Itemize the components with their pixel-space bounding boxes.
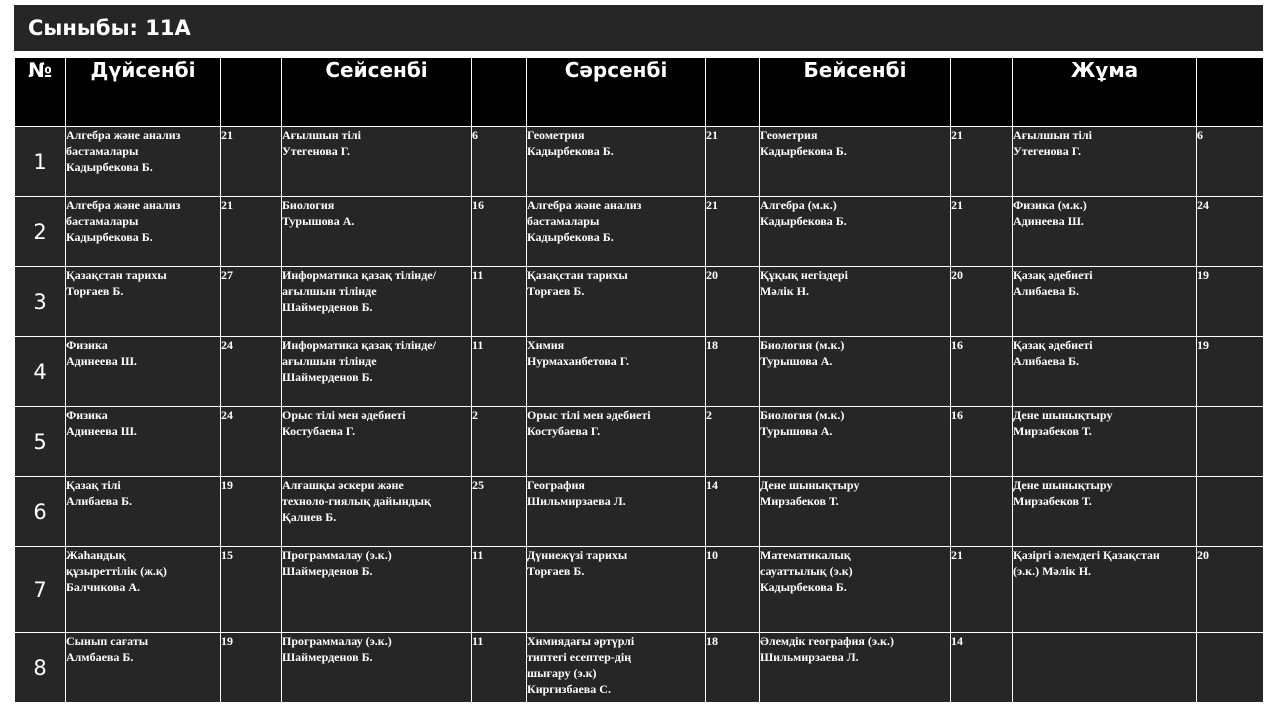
lesson-cell-thursday xyxy=(760,477,951,547)
lesson-cell-wednesday xyxy=(527,197,706,267)
lesson-cell-monday xyxy=(66,547,221,633)
room-number: 19 xyxy=(1197,338,1209,352)
lesson-subject-teacher: Физика Адинеева Ш. xyxy=(66,338,137,368)
room-cell-friday xyxy=(1197,633,1264,703)
lesson-cell-wednesday xyxy=(527,337,706,407)
room-cell-wednesday xyxy=(706,547,760,633)
lesson-cell-thursday xyxy=(760,337,951,407)
schedule-table xyxy=(14,57,1264,703)
lesson-cell-friday xyxy=(1013,267,1197,337)
lesson-number: 5 xyxy=(15,407,66,477)
room-number: 20 xyxy=(706,268,718,282)
room-number: 20 xyxy=(951,268,963,282)
lesson-subject-teacher: Қазақстан тарихы Торғаев Б. xyxy=(66,268,167,298)
table-row xyxy=(15,407,1264,477)
lesson-subject-teacher: Информатика қазақ тілінде/ ағылшын тілінде Шаймерденов Б. xyxy=(282,338,436,384)
header-row xyxy=(15,58,1264,127)
lesson-cell-friday xyxy=(1013,477,1197,547)
room-number: 21 xyxy=(706,128,718,142)
lesson-subject-teacher: Дене шынықтыру Мирзабеков Т. xyxy=(1013,478,1113,508)
lesson-subject-teacher: Математикалық сауаттылық (э.к) Кадырбекова Б. xyxy=(760,548,853,594)
lesson-subject-teacher: Дүниежүзі тарихы Торғаев Б. xyxy=(527,548,628,578)
column-header-friday-room xyxy=(1197,58,1264,127)
room-number: 11 xyxy=(472,338,484,352)
lesson-subject-teacher: Ағылшын тілі Утегенова Г. xyxy=(282,128,361,158)
room-number: 24 xyxy=(221,338,233,352)
room-number: 21 xyxy=(221,198,233,212)
room-number: 14 xyxy=(706,478,718,492)
lesson-subject-teacher: Орыс тілі мен әдебиеті Костубаева Г. xyxy=(527,408,651,438)
room-number: 24 xyxy=(221,408,233,422)
column-header-friday: Жұма xyxy=(1013,58,1197,127)
room-number: 16 xyxy=(951,338,963,352)
lesson-subject-teacher: Физика Адинеева Ш. xyxy=(66,408,137,438)
room-cell-tuesday xyxy=(472,127,527,197)
room-number: 6 xyxy=(472,128,478,142)
lesson-number: 2 xyxy=(15,197,66,267)
room-number: 11 xyxy=(472,634,484,648)
lesson-cell-tuesday xyxy=(282,197,472,267)
column-header-monday: Дүйсенбі xyxy=(66,58,221,127)
room-number: 15 xyxy=(221,548,233,562)
lesson-cell-friday xyxy=(1013,633,1197,703)
lesson-subject-teacher: Биология (м.к.) Турышова А. xyxy=(760,408,845,438)
lesson-subject-teacher: Геометрия Кадырбекова Б. xyxy=(527,128,614,158)
lesson-cell-tuesday xyxy=(282,267,472,337)
lesson-subject-teacher: Алгебра және анализ бастамалары Кадырбекова Б. xyxy=(66,198,181,244)
lesson-number: 6 xyxy=(15,477,66,547)
lesson-number: 7 xyxy=(15,547,66,633)
lesson-subject-teacher: Ағылшын тілі Утегенова Г. xyxy=(1013,128,1092,158)
room-number: 21 xyxy=(951,198,963,212)
lesson-cell-wednesday xyxy=(527,633,706,703)
lesson-cell-monday xyxy=(66,127,221,197)
lesson-subject-teacher: Биология Турышова А. xyxy=(282,198,355,228)
room-cell-friday xyxy=(1197,477,1264,547)
lesson-cell-monday xyxy=(66,267,221,337)
lesson-cell-wednesday xyxy=(527,547,706,633)
lesson-subject-teacher: Информатика қазақ тілінде/ ағылшын тілінде Шаймерденов Б. xyxy=(282,268,436,314)
lesson-subject-teacher: Алгебра (м.к.) Кадырбекова Б. xyxy=(760,198,847,228)
lesson-number: 4 xyxy=(15,337,66,407)
table-row xyxy=(15,337,1264,407)
lesson-subject-teacher: Алғашқы әскери және техноло-гиялық дайындық Қалиев Б. xyxy=(282,478,431,524)
room-number: 27 xyxy=(221,268,233,282)
table-row xyxy=(15,547,1264,633)
room-number: 21 xyxy=(951,548,963,562)
room-cell-tuesday xyxy=(472,267,527,337)
room-cell-thursday xyxy=(951,337,1013,407)
room-number: 16 xyxy=(951,408,963,422)
lesson-cell-friday xyxy=(1013,197,1197,267)
lesson-cell-tuesday xyxy=(282,407,472,477)
lesson-cell-tuesday xyxy=(282,477,472,547)
room-cell-wednesday xyxy=(706,633,760,703)
lesson-cell-friday xyxy=(1013,337,1197,407)
lesson-cell-monday xyxy=(66,477,221,547)
room-number: 2 xyxy=(706,408,712,422)
lesson-subject-teacher: Алгебра және анализ бастамалары Кадырбекова Б. xyxy=(527,198,642,244)
room-cell-thursday xyxy=(951,127,1013,197)
lesson-cell-thursday xyxy=(760,197,951,267)
room-number: 10 xyxy=(706,548,718,562)
lesson-subject-teacher: Алгебра және анализ бастамалары Кадырбекова Б. xyxy=(66,128,181,174)
room-cell-wednesday xyxy=(706,197,760,267)
room-cell-monday xyxy=(221,633,282,703)
lesson-cell-wednesday xyxy=(527,407,706,477)
lesson-subject-teacher: Қазақ тілі Алибаева Б. xyxy=(66,478,133,508)
room-cell-thursday xyxy=(951,197,1013,267)
lesson-cell-wednesday xyxy=(527,267,706,337)
room-cell-tuesday xyxy=(472,633,527,703)
room-cell-thursday xyxy=(951,547,1013,633)
lesson-cell-friday xyxy=(1013,407,1197,477)
room-number: 21 xyxy=(221,128,233,142)
room-number: 16 xyxy=(472,198,484,212)
room-cell-friday xyxy=(1197,337,1264,407)
lesson-cell-friday xyxy=(1013,547,1197,633)
room-cell-friday xyxy=(1197,547,1264,633)
lesson-cell-monday xyxy=(66,197,221,267)
room-cell-thursday xyxy=(951,477,1013,547)
lesson-subject-teacher: Қазақ әдебиеті Алибаева Б. xyxy=(1013,338,1093,368)
lesson-cell-monday xyxy=(66,407,221,477)
room-number: 2 xyxy=(472,408,478,422)
lesson-cell-tuesday xyxy=(282,337,472,407)
lesson-subject-teacher: География Шильмирзаева Л. xyxy=(527,478,626,508)
room-cell-tuesday xyxy=(472,337,527,407)
lesson-subject-teacher: Құқық негіздері Мәлік Н. xyxy=(760,268,848,298)
lesson-cell-wednesday xyxy=(527,127,706,197)
room-cell-friday xyxy=(1197,197,1264,267)
table-row xyxy=(15,477,1264,547)
lesson-subject-teacher: Қазақстан тарихы Торғаев Б. xyxy=(527,268,628,298)
room-number: 24 xyxy=(1197,198,1209,212)
room-cell-friday xyxy=(1197,407,1264,477)
table-row xyxy=(15,267,1264,337)
column-header-tuesday-room xyxy=(472,58,527,127)
lesson-cell-tuesday xyxy=(282,633,472,703)
lesson-cell-tuesday xyxy=(282,547,472,633)
room-number: 11 xyxy=(472,548,484,562)
room-cell-friday xyxy=(1197,267,1264,337)
room-number: 21 xyxy=(706,198,718,212)
lesson-subject-teacher: Геометрия Кадырбекова Б. xyxy=(760,128,847,158)
column-header-monday-room xyxy=(221,58,282,127)
room-cell-monday xyxy=(221,197,282,267)
lesson-cell-monday xyxy=(66,337,221,407)
room-number: 19 xyxy=(221,478,233,492)
lesson-cell-thursday xyxy=(760,127,951,197)
room-cell-wednesday xyxy=(706,337,760,407)
room-cell-monday xyxy=(221,407,282,477)
room-number: 18 xyxy=(706,634,718,648)
room-number: 6 xyxy=(1197,128,1203,142)
lesson-number: 3 xyxy=(15,267,66,337)
room-cell-friday xyxy=(1197,127,1264,197)
lesson-subject-teacher: Программалау (э.к.) Шаймерденов Б. xyxy=(282,634,392,664)
room-number: 19 xyxy=(221,634,233,648)
room-cell-thursday xyxy=(951,407,1013,477)
column-header-thursday-room xyxy=(951,58,1013,127)
page-title: Сыныбы: 11А xyxy=(14,5,1263,51)
lesson-subject-teacher: Дене шынықтыру Мирзабеков Т. xyxy=(760,478,860,508)
room-cell-wednesday xyxy=(706,407,760,477)
lesson-number: 1 xyxy=(15,127,66,197)
lesson-cell-tuesday xyxy=(282,127,472,197)
room-number: 11 xyxy=(472,268,484,282)
lesson-subject-teacher: Биология (м.к.) Турышова А. xyxy=(760,338,845,368)
room-number: 14 xyxy=(951,634,963,648)
lesson-subject-teacher: Қазіргі әлемдегі Қазақстан (э.к.) Мәлік Н. xyxy=(1013,548,1160,578)
room-cell-wednesday xyxy=(706,267,760,337)
column-header-thursday: Бейсенбі xyxy=(760,58,951,127)
room-cell-monday xyxy=(221,127,282,197)
table-row xyxy=(15,127,1264,197)
room-cell-wednesday xyxy=(706,127,760,197)
room-cell-monday xyxy=(221,477,282,547)
lesson-subject-teacher: Сынып сағаты Алмбаева Б. xyxy=(66,634,149,664)
lesson-cell-thursday xyxy=(760,407,951,477)
room-number: 25 xyxy=(472,478,484,492)
lesson-cell-wednesday xyxy=(527,477,706,547)
column-header-tuesday: Сейсенбі xyxy=(282,58,472,127)
column-header-number: № xyxy=(15,58,66,127)
room-number: 18 xyxy=(706,338,718,352)
room-number: 21 xyxy=(951,128,963,142)
lesson-cell-friday xyxy=(1013,127,1197,197)
room-cell-monday xyxy=(221,267,282,337)
lesson-subject-teacher: Жаһандық құзыреттілік (ж.қ) Балчикова А. xyxy=(66,548,167,594)
lesson-subject-teacher: Орыс тілі мен әдебиеті Костубаева Г. xyxy=(282,408,406,438)
column-header-wednesday: Сәрсенбі xyxy=(527,58,706,127)
column-header-wednesday-room xyxy=(706,58,760,127)
lesson-subject-teacher: Қазақ әдебиеті Алибаева Б. xyxy=(1013,268,1093,298)
lesson-cell-thursday xyxy=(760,267,951,337)
lesson-subject-teacher: Әлемдік география (э.к.) Шильмирзаева Л. xyxy=(760,634,894,664)
room-cell-tuesday xyxy=(472,477,527,547)
lesson-cell-monday xyxy=(66,633,221,703)
room-cell-thursday xyxy=(951,633,1013,703)
lesson-subject-teacher: Программалау (э.к.) Шаймерденов Б. xyxy=(282,548,392,578)
table-row xyxy=(15,633,1264,703)
lesson-number: 8 xyxy=(15,633,66,703)
room-cell-tuesday xyxy=(472,407,527,477)
room-number: 19 xyxy=(1197,268,1209,282)
room-cell-wednesday xyxy=(706,477,760,547)
lesson-subject-teacher: Физика (м.к.) Адинеева Ш. xyxy=(1013,198,1087,228)
room-number: 20 xyxy=(1197,548,1209,562)
table-row xyxy=(15,197,1264,267)
room-cell-monday xyxy=(221,547,282,633)
room-cell-tuesday xyxy=(472,547,527,633)
room-cell-monday xyxy=(221,337,282,407)
room-cell-tuesday xyxy=(472,197,527,267)
room-cell-thursday xyxy=(951,267,1013,337)
lesson-cell-thursday xyxy=(760,547,951,633)
lesson-subject-teacher: Дене шынықтыру Мирзабеков Т. xyxy=(1013,408,1113,438)
lesson-cell-thursday xyxy=(760,633,951,703)
lesson-subject-teacher: Химия Нурмаханбетова Г. xyxy=(527,338,630,368)
lesson-subject-teacher: Химиядағы әртүрлі типтегі есептер-дің шығару (э.к) Киргизбаева С. xyxy=(527,634,635,696)
